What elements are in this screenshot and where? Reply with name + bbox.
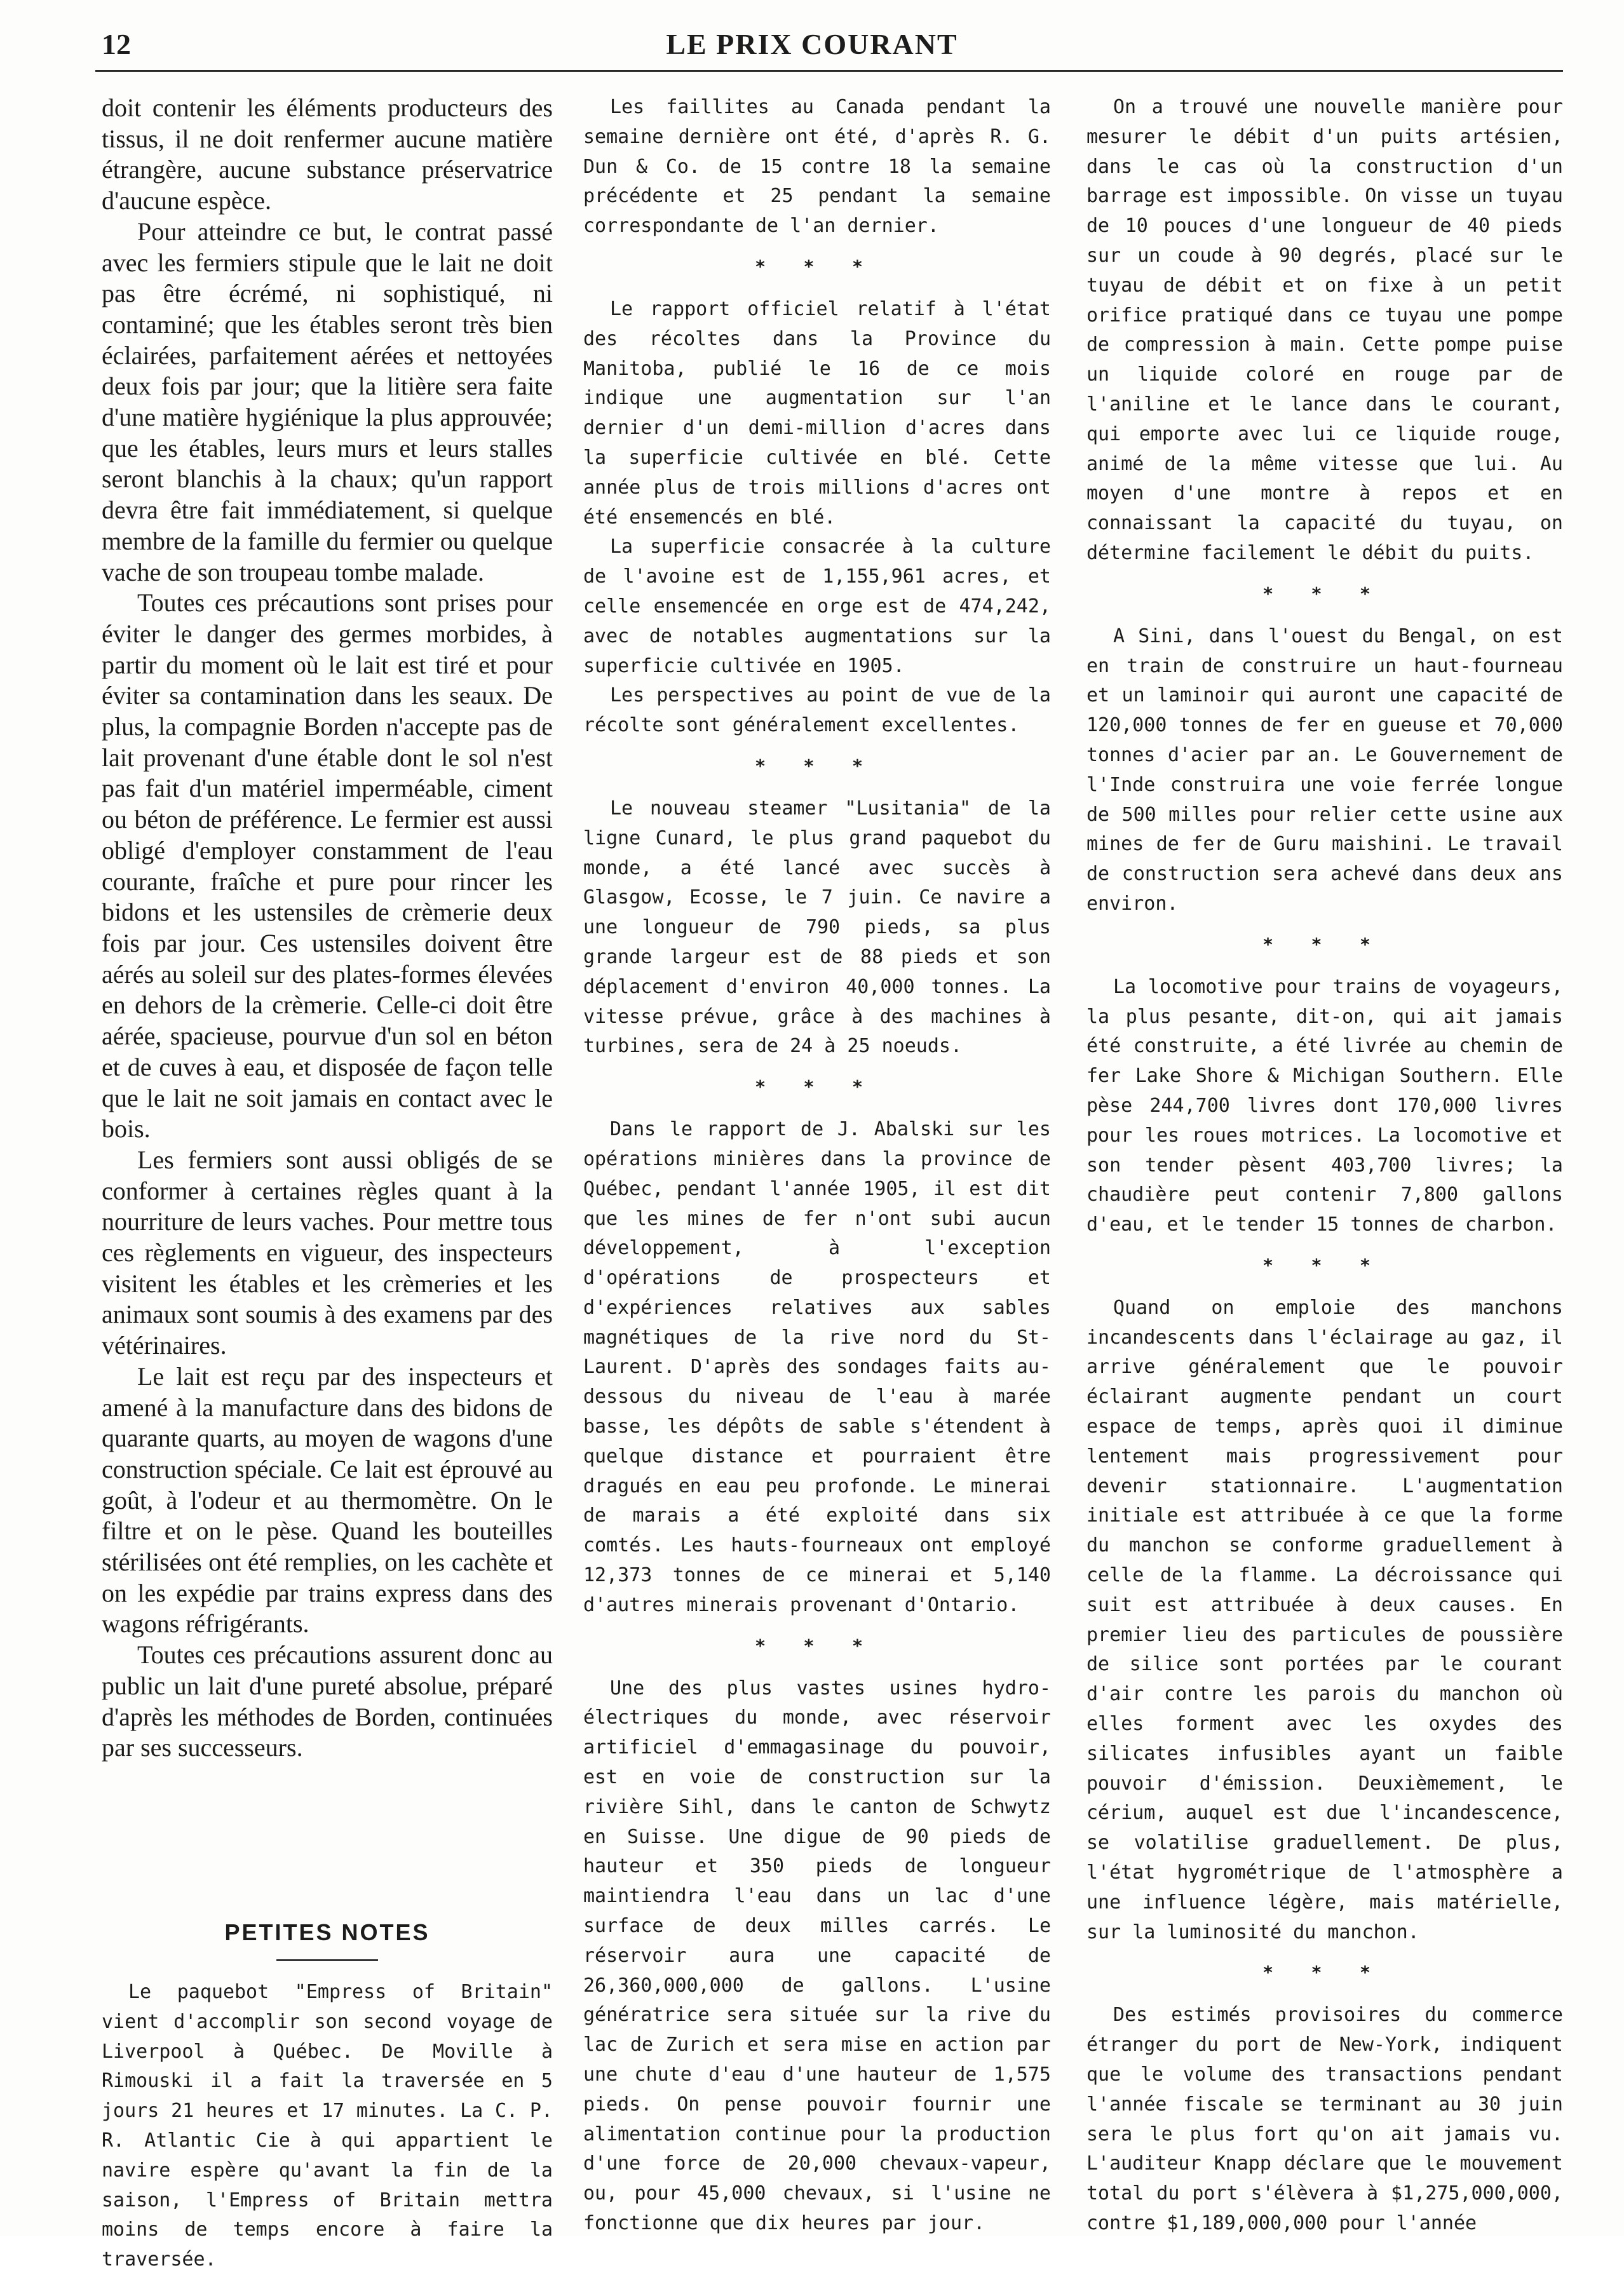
separator-stars: * * *: [1263, 583, 1386, 604]
article-paragraph: Pour atteindre ce but, le contrat passé avec les fermiers stipule que le lait ne doit pas être écrémé, ni sophistiqué, ni contaminé; que les étables seront très bien éclairées, parfaitement aérées et nettoyées deux fois par jour; que la litière sera faite d'une matière hygiénique la plus approuvée; que les étables, leurs murs et leurs stalles seront blanchis à la chaux; qu'un rapport devra être fait immédiatement, si quelque membre de la famille du fermier ou quelque vache de son troupeau tombe malade.: [102, 217, 553, 586]
column-1: [102, 93, 553, 1910]
note-paragraph: A Sini, dans l'ouest du Bengal, on est en train de construire un haut-fourneau et un laminoir qui auront une capacité de 120,000 tonnes de fer en gueuse et 70,000 tonnes d'acier par an. Le Gouvernement de l'Inde construira une voie ferrée longue de 500 milles pour relier cette usine aux mines de fer de Guru maishini. Le travail de construction sera achevé dans deux ans environ.: [1086, 624, 1563, 915]
running-title: LE PRIX COURANT: [666, 28, 958, 60]
heading-rule: [276, 1959, 378, 1961]
separator-stars: * * *: [755, 755, 879, 776]
separator-stars: * * *: [1263, 1254, 1386, 1276]
section-heading: PETITES NOTES: [224, 1919, 430, 1945]
page-number: 12: [102, 28, 131, 60]
column-2: [583, 93, 1051, 2234]
article-paragraph: Toutes ces précautions assurent donc au public un lait d'une pureté absolue, préparé d'après les méthodes de Borden, continuées par ses successeurs.: [102, 1640, 553, 1762]
separator-stars: * * *: [755, 1076, 879, 1098]
note-paragraph: Le rapport officiel relatif à l'état des récoltes dans la Province du Manitoba, publié le 16 de ce mois indique une augmentation sur l'an dernier d'un demi-million d'acres dans la superficie cultivée en blé. Cette année plus de trois millions d'acres ont été ensemencés en blé.: [583, 297, 1051, 529]
note-paragraph: Des estimés provisoires du commerce étranger du port de New-York, indiquent que le volume des transactions pendant l'année fiscale se terminant au 30 juin sera le plus fort qu'on ait jamais vu. L'auditeur Knapp déclare que le mouvement total du port s'élèvera à $1,275,000,000, contre $1,189,000,000 pour l'année: [1086, 2004, 1563, 2234]
separator-stars: * * *: [1263, 1962, 1386, 1983]
separator-stars: * * *: [755, 255, 879, 277]
note-paragraph: Le nouveau steamer "Lusitania" de la ligne Cunard, le plus grand paquebot du monde, a été lancé avec succès à Glasgow, Ecosse, le 7 juin. Ce navire a une longueur de 790 pieds, sa plus grande largeur est de 88 pieds et son déplacement d'environ 40,000 tonnes. La vitesse prévue, grâce à des machines à turbines, sera de 24 à 25 noeuds.: [583, 797, 1051, 1058]
column-3: [1086, 93, 1563, 2234]
article-paragraph: Toutes ces précautions sont prises pour éviter le danger des germes morbides, à partir du moment où le lait est tiré et pour éviter sa contamination dans les seaux. De plus, la compagnie Borden n'accepte pas de lait provenant d'une étable dont le sol n'est pas fait d'un matériel imperméable, ciment ou béton de préférence. Le fermier est aussi obligé d'employer constamment de l'eau courante, fraîche et pure pour rincer les bidons et les ustensiles de crèmerie deux fois par jour. Ces ustensiles doivent être aérés au soleil sur des plates-formes élevées en dehors de la crèmerie. Celle-ci doit être aérée, spacieuse, pourvue d'un sol en béton et de cuves à eau, et disposée de façon telle que le lait ne soit jamais en contact avec le bois.: [102, 588, 553, 1144]
separator-stars: * * *: [1263, 933, 1386, 955]
note-paragraph: Une des plus vastes usines hydro-électriques du monde, avec réservoir artificiel d'emmagasinage du pouvoir, est en voie de construction sur la rivière Sihl, dans le canton de Schwytz en Suisse. Une digue de 90 pieds de hauteur et 350 pieds de longueur maintiendra l'eau dans un lac d'une surface de deux milles carrés. Le réservoir aura une capacité de 26,360,000,000 de gallons. L'usine génératrice sera située sur la rive du lac de Zurich et sera mise en action par une chute d'eau d'une hauteur de 1,575 pieds. On pense pouvoir fournir une alimentation continue pour la production d'une force de 20,000 chevaux-vapeur, ou, pour 45,000 chevaux, si l'usine ne fonctionne que dix heures par jour.: [583, 1677, 1051, 2234]
note-paragraph: Les perspectives au point de vue de la récolte sont généralement excellentes.: [583, 684, 1051, 737]
note-paragraph: On a trouvé une nouvelle manière pour mesurer le débit d'un puits artésien, dans le cas où la construction d'un barrage est impossible. On visse un tuyau de 10 pouces d'une longueur de 40 pieds sur un coude à 90 degrés, placé sur le tuyau de débit et on fixe à un petit orifice pratiqué dans ce tuyau une pompe de compression à main. Cette pompe puise un liquide coloré en rouge par de l'aniline et le lance dans le courant, qui emporte avec lui ce liquide rouge, animé de la même vitesse que lui. Au moyen d'une montre à repos et en connaissant la capacité du tuyau, on détermine facilement le débit du puits.: [1086, 96, 1563, 564]
petites-notes-section: [102, 1917, 553, 2271]
article-paragraph: Les fermiers sont aussi obligés de se conformer à certaines règles quant à la nourriture de leurs vaches. Pour mettre tous ces règlements en vigueur, des inspecteurs visitent les étables et les crèmeries et les animaux sont soumis à des examens par des vétérinaires.: [102, 1145, 553, 1360]
note-paragraph: Dans le rapport de J. Abalski sur les opérations minières dans la province de Québec, pendant l'année 1905, il est dit que les mines de fer n'ont subi aucun développement, à l'exception d'opérations de prospecteurs et d'expériences relatives aux sables magnétiques de la rive nord du St-Laurent. D'après des sondages faits au-dessous du niveau de l'eau à marée basse, les dépôts de sable s'étendent à quelque distance et pourraient être dragués en eau peu profonde. Le minerai de marais a été exploité dans six comtés. Les hauts-fourneaux ont employé 12,373 tonnes de ce minerai et 5,140 d'autres minerais provenant d'Ontario.: [583, 1118, 1051, 1616]
note-paragraph: Quand on emploie des manchons incandescents dans l'éclairage au gaz, il arrive généralement que le pouvoir éclairant augmente pendant un court espace de temps, après quoi il diminue lentement mais progressivement pour devenir stationnaire. L'augmentation initiale est attribuée à ce que la forme du manchon se conforme graduellement à celle de la flamme. La décroissance qui suit est attribuée à deux causes. En premier lieu des particules de poussière de silice sont portées par le courant d'air contre les parois du manchon où elles forment avec les oxydes des silicates infusibles ayant un faible pouvoir d'émission. Deuxièmement, le cérium, auquel est due l'incandescence, se volatilise graduellement. De plus, l'état hygrométrique de l'atmosphère a une influence légère, mais matérielle, sur la luminosité du manchon.: [1086, 1296, 1563, 1943]
article-paragraph: Le lait est reçu par des inspecteurs et amené à la manufacture dans des bidons de quarante quarts, au moyen de wagons d'une construction spéciale. Ce lait est éprouvé au goût, à l'odeur et au thermomètre. On le filtre et on le pèse. Quand les bouteilles stérilisées ont été remplies, on les cachète et on les expédie par trains express dans des wagons réfrigérants.: [102, 1361, 553, 1638]
note-paragraph: Le paquebot "Empress of Britain" vient d'accomplir son second voyage de Liverpool à Québec. De Moville à Rimouski il a fait la traversée en 5 jours 21 heures et 17 minutes. La C. P. R. Atlantic Cie à qui appartient le navire espère qu'avant la fin de la saison, l'Empress of Britain mettra moins de temps encore à faire la traversée.: [102, 1981, 553, 2271]
header-rule: [95, 70, 1563, 72]
note-paragraph: Les faillites au Canada pendant la semaine dernière ont été, d'après R. G. Dun & Co. de 15 contre 18 la semaine précédente et 25 pendant la semaine correspondante de l'an dernier.: [583, 96, 1051, 238]
separator-stars: * * *: [755, 1635, 879, 1656]
article-paragraph: doit contenir les éléments producteurs des tissus, il ne doit renfermer aucune matière étrangère, aucune substance préservatrice d'aucune espèce.: [102, 93, 553, 215]
note-paragraph: La superficie consacrée à la culture de l'avoine est de 1,155,961 acres, et celle ensemencée en orge est de 474,242, avec de notables augmentations sur la superficie cultivée en 1905.: [583, 536, 1051, 677]
note-paragraph: La locomotive pour trains de voyageurs, la plus pesante, dit-on, qui ait jamais été construite, a été livrée au chemin de fer Lake Shore & Michigan Southern. Elle pèse 244,700 livres dont 170,000 livres pour les roues motrices. La locomotive et son tender pèsent 403,700 livres; la chaudière peut contenir 7,800 gallons d'eau, et le tender 15 tonnes de charbon.: [1086, 975, 1563, 1236]
